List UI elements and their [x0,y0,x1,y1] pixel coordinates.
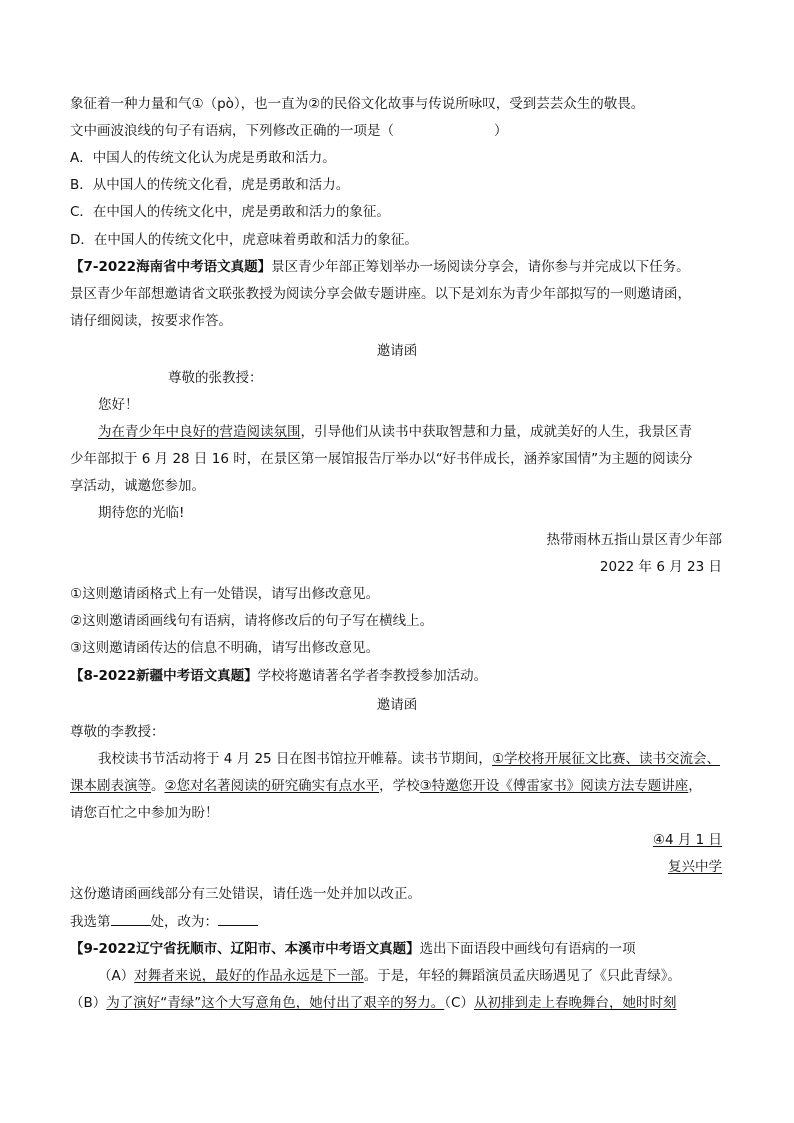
q7-tag-tail: 景区青少年部正筹划举办一场阅读分享会，请你参与并完成以下任务。 [271,259,690,275]
q8-answer-blank-fix[interactable] [218,911,258,926]
q7-body-line1-rest: ，引导他们从读书中获取智慧和力量，成就美好的人生，我景区青 [300,424,692,440]
q8-tag-tail: 学校将邀请著名学者李教授参加活动。 [257,668,488,684]
q8-date [70,830,722,850]
q7-task-3: ③这则邀请函传达的信息不明确，请写出修改意见。 [70,640,380,656]
q8-letter-title: 邀请函 [376,697,418,713]
q8-school-text: ，学校 [379,778,420,794]
q9-underline-a: 对舞者来说，最好的作品永远是下一部 [134,968,364,984]
q7-letter-title: 邀请函 [376,343,418,359]
q7-task-2: ②这则邀请函画线句有语病，请将修改后的句子写在横线上。 [70,613,434,629]
q6-option-b: B．从中国人的传统文化看，虎是勇敢和活力。 [70,177,350,193]
q7-salutation: 尊敬的张教授： [168,370,263,386]
q8-answer-blank-number[interactable] [111,911,151,926]
q8-salutation: 尊敬的李教授： [70,724,165,740]
q9-line1-rest: 。于是，年轻的舞蹈演员孟庆旸遇见了《只此青绿》。 [363,968,681,984]
q9-tag-tail: 选出下面语段中画线句有语病的一项 [419,941,636,957]
q7-intro-line2: 请仔细阅读，按要求作答。 [70,313,232,329]
q7-body-line2: 少年部拟于 6 月 28 日 16 时，在景区第一展馆报告厅举办以“好书伴成长，涵养家国情”为主题的阅读分 [70,451,693,467]
q9-line1 [98,966,681,986]
q8-answer-label-a: 我选第 [70,914,111,930]
q9-heading [70,939,636,959]
q8-body-line1-text: 我校读书节活动将于 4 月 25 日在图书馆拉开帷幕。读书节期间， [98,751,492,767]
q8-underline-1-cont: 课本剧表演等 [70,778,151,794]
q8-underline-2: ②您对名著阅读的研究确实有点水平 [164,778,380,794]
q8-ask: 这份邀请函画线部分有三处错误，请任选一处并加以改正。 [70,886,421,902]
q9-underline-c: 从初排到走上春晚舞台，她时时刻 [473,995,677,1011]
q7-greeting: 您好！ [98,397,139,413]
q7-date: 2022 年 6 月 23 日 [599,559,722,575]
q7-body-line3: 享活动，诚邀您参加。 [70,478,205,494]
q7-underlined-sentence: 为在青少年中良好的营造阅读氛围 [98,424,301,440]
q8-answer-label-b: 处，改为： [150,914,218,930]
q9-line2 [70,993,676,1013]
q6-stem-line [70,94,644,114]
q8-signature [70,857,722,877]
q7-closing: 期待您的光临! [98,505,185,521]
q8-underline-4: ④4 月 1 日 [652,832,722,848]
q6-stem-markers: ①（pò），也一直为②的民俗文化故事与传说所咏叹，受到芸芸众生的敬畏。 [191,96,645,112]
q9-tag: 【9-2022辽宁省抚顺市、辽阳市、本溪市中考语文真题】 [70,941,420,957]
q7-task-1: ①这则邀请函格式上有一处错误，请写出修改意见。 [70,586,380,602]
q6-question-end: ） [494,123,508,139]
q7-signature: 热带雨林五指山景区青少年部 [546,532,722,548]
q7-tag: 【7-2022海南省中考语文真题】 [70,259,272,275]
q8-signature-text: 复兴中学 [668,859,722,875]
q9-underline-b: 为了演好“青绿”这个大写意角色，她付出了艰辛的努力。 [106,995,445,1011]
q8-body-line3: 请您百忙之中参加为盼！ [70,805,219,821]
q7-intro-line1: 景区青少年部想邀请省文联张教授为阅读分享会做专题讲座。以下是刘东为青少年部拟写的一则邀请函， [70,286,691,302]
q6-option-d: D．在中国人的传统文化中，虎意味着勇敢和活力的象征。 [70,232,418,248]
q8-answer-line [70,911,258,931]
q7-body-line1 [98,422,692,442]
q6-option-c: C．在中国人的传统文化中，虎是勇敢和活力的象征。 [70,204,390,220]
q8-period: 。 [151,778,165,794]
q8-comma: ， [688,778,702,794]
q8-underline-3: ③特邀您开设《傅雷家书》阅读方法专题讲座 [419,778,689,794]
q9-label-a: （A） [98,968,135,984]
q9-label-b: （B） [70,995,107,1011]
q8-underline-1: ①学校将开展征文比赛、读书交流会、 [491,751,721,767]
q9-label-c: （C） [444,995,474,1011]
q6-option-a: A．中国人的传统文化认为虎是勇敢和活力。 [70,150,336,166]
q6-stem-text: 象征着一种力量和气 [70,96,192,112]
q8-heading [70,666,487,686]
q6-question [70,121,508,141]
q8-tag: 【8-2022新疆中考语文真题】 [70,668,258,684]
q7-heading [70,257,690,277]
q8-body-line1 [98,749,720,769]
q6-question-text: 文中画波浪线的句子有语病，下列修改正确的一项是（ [70,123,394,139]
q8-body-line2 [70,776,702,796]
